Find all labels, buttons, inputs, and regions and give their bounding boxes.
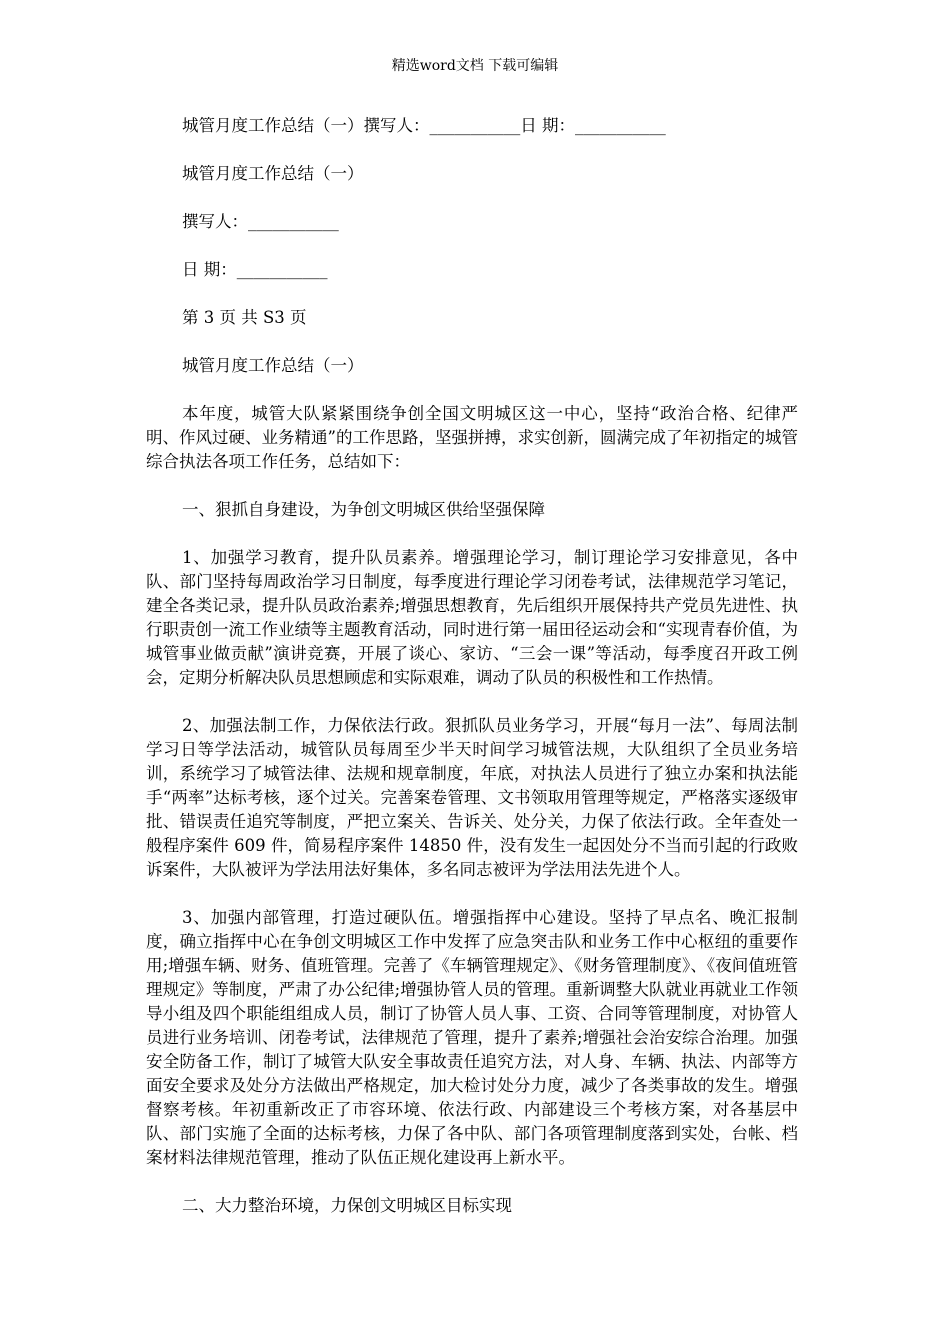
date-line [182,258,798,282]
document-title-repeat: 城管月度工作总结（一） [182,356,364,375]
document-title: 城管月度工作总结（一） [182,164,364,183]
document-body [146,114,798,1242]
author-blank: ___________ [248,212,339,231]
author-line [182,210,798,234]
section-heading-2: 二、大力整治环境，力保创文明城区目标实现 [182,1196,512,1215]
item-paragraph-2: 2、加强法制工作，力保依法行政。狠抓队员业务学习，开展“每月一法”、每周法制学习日等学法活动，城管队员每周至少半天时间学习城管法规，大队组织了全员业务培训，系统学习了城管法律、法规和规章制度，年底，对执法人员进行了独立办案和执法能手“两率”达标考核，逐个过关。完善案卷管理、文书领取用管理等规定，严格落实逐级审批、错误责任追究等制度，严把立案关、告诉关、处分关，力保了依法行政。全年查处一般程序案件 609 件，简易程序案件 14850 件，没有发生一起因处分不当而引起的行政败诉案件，大队被评为学法用法好集体，多名同志被评为学法用法先进个人。 [146,716,798,879]
date-blank: ___________ [236,260,328,279]
page-info: 第 3 页 共 S3 页 [182,308,307,327]
author-label: 撰写人： [182,212,248,231]
date-blank: ___________ [575,116,666,135]
item-paragraph-1: 1、加强学习教育，提升队员素养。增强理论学习，制订理论学习安排意见，各中队、部门坚持每周政治学习日制度，每季度进行理论学习闭卷考试，法律规范学习笔记，建全各类记录，提升队员政治素养;增强思想教育，先后组织开展保持共产党员先进性、执行职责创一流工作业绩等主题教育活动，同时进行第一届田径运动会和“实现青春价值，为城管事业做贡献”演讲竞赛，开展了谈心、家访、“三会一课”等活动，每季度召开政工例会，定期分析解决队员思想顾虑和实际艰难，调动了队员的积极性和工作热情。 [146,548,798,687]
page-header: 精选word文档 下载可编辑 [391,58,559,74]
section-heading-1: 一、狠抓自身建设，为争创文明城区供给坚强保障 [182,500,545,519]
date-label: 日 期： [182,260,237,279]
title-with-author-label: 城管月度工作总结（一）撰写人： [182,116,430,135]
intro-paragraph: 本年度，城管大队紧紧围绕争创全国文明城区这一中心，坚持“政治合格、纪律严明、作风过硬、业务精通”的工作思路，坚强拼搏，求实创新，圆满完成了年初指定的城管综合执法各项工作任务，总结如下： [146,404,798,471]
item-paragraph-3: 3、加强内部管理，打造过硬队伍。增强指挥中心建设。坚持了早点名、晚汇报制度，确立指挥中心在争创文明城区工作中发挥了应急突击队和业务工作中心枢纽的重要作用;增强车辆、财务、值班管理。完善了《车辆管理规定》、《财务管理制度》、《夜间值班管理规定》等制度，严肃了办公纪律;增强协管人员的管理。重新调整大队就业再就业工作领导小组及四个职能组组成人员，制订了协管人员人事、工资、合同等管理制度，对协管人员进行业务培训、闭卷考试，法律规范了管理，提升了素养;增强社会治安综合治理。加强安全防备工作，制订了城管大队安全事故责任追究方法，对人身、车辆、执法、内部等方面安全要求及处分方法做出严格规定，加大检讨处分力度，减少了各类事故的发生。增强督察考核。年初重新改正了市容环境、依法行政、内部建设三个考核方案，对各基层中队、部门实施了全面的达标考核，力保了各中队、部门各项管理制度落到实处，台帐、档案材料法律规范管理，推动了队伍正规化建设再上新水平。 [146,908,798,1167]
title-author-date-line [182,114,798,138]
author-blank: ___________ [429,116,521,135]
date-label: 日 期： [520,116,575,135]
